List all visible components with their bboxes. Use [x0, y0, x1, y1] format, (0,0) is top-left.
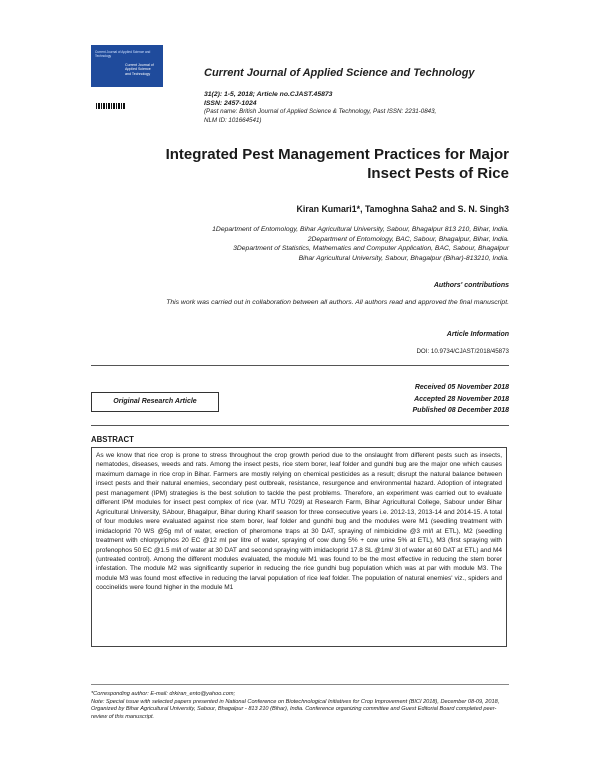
cover-title-line: and Technology	[125, 71, 151, 76]
footnotes	[91, 691, 509, 721]
affiliations	[49, 225, 509, 264]
journal-past-name: (Past name: British Journal of Applied Science & Technology, Past ISSN: 2231-0843,	[204, 108, 437, 116]
article-title-line: Insect Pests of Rice	[367, 165, 509, 182]
abstract-box	[91, 447, 507, 647]
received-date: Received 05 November 2018	[414, 384, 509, 391]
journal-nlm-id: NLM ID: 101664541)	[204, 116, 262, 124]
journal-title: Current Journal of Applied Science and Technology	[204, 67, 475, 79]
contributions-heading: Authors' contributions	[433, 282, 509, 289]
accepted-date: Accepted 28 November 2018	[414, 395, 509, 403]
cover-title-line: Current Journal of	[125, 63, 154, 67]
journal-issn: ISSN: 2457-1024	[204, 99, 257, 107]
affiliation: Bihar Agricultural University, Sabour, Bhagalpur (Bihar)-813210, India.	[298, 255, 509, 263]
divider	[91, 365, 509, 366]
footer-divider	[91, 684, 509, 685]
cover-label: Current Journal of Applied Science and Technology	[95, 50, 151, 58]
journal-cover-thumbnail	[91, 45, 163, 87]
special-issue-note: Note: Special issue with selected papers presented in National Conference on Biotechnological Initiatives for Crop Improvement (BICI 2018), December 08-09, 2018, Organized by Bihar Agricultural University, Sabour, Bhagalpur - 813 210 (Bihar), India. Conference organizing committee and Guest Editorial Board completed peer-review of this manuscript.	[91, 698, 500, 720]
article-title-line: Integrated Pest Management Practices for Major	[165, 146, 509, 163]
journal-citation: 31(2): 1-5, 2018; Article no.CJAST.45873	[204, 91, 333, 98]
abstract-text: As we know that rice crop is prone to stress throughout the crop growth period due to the onslaught from different pests such as insects, nematodes, diseases, weeds and rats. Among the insect pests, rice stem borer, leaf folder and gundhi bug are the major one which causes maximum damage in rice crop in Bihar. Farmers are mostly relying on chemical pesticides as a result; disrupt the natural balance between insect pests and their natural enemies, secondary pest outbreak, resistance, resurgence and environmental hazard. Adoption of integrated pest management (IPM) strategies is the best solution to tackle the pest problems. Therefore, an experiment was carried out to evaluate different IPM modules for insect pest complex of rice (var. MTU 7029) at Research Farm, Bihar Agricultural College, Sabour under Bihar Agricultural University, SAbour, Bhagalpur, Bihar during Kharif season for three consecutive years i.e. 2012-13, 2013-14 and 2014-15. A total of four modules were evaluated against rice stem borer, leaf folder and gundhi bug and the modules were M1 (seedling treatment with imidacloprid 70 WS @5g m/l of water, erection of pheromone traps at 30 DAT, spraying of nimbicidine @3 ml/l at ETL), M2 (seedling treatment with chlorpyriphos 20 EC @12 ml per litre of water, spraying of cow dung 5% + cow urine 5% at ETL), M3 (first spraying with profenophos 50 EC @1.5 ml/l of water at 30 DAT and second spraying with imidacloprid 17.8 SL @1ml/ 3l of water at 60 DAT at ETL) and M4 (untreated control). Among the different modules evaluated, the module M1 was found to be the most effective in reducing the stem borer infestation. The module M2 was significantly superior in reducing the rice gundhi bug population which was at par with module M3. The module M3 was found most effective in reducing the larval population of rice leaf folder. The population of natural enemies' viz., spiders and coccinelids were found higher in the module M1	[96, 452, 502, 592]
affiliation: 2Department of Entomology, BAC, Sabour, Bhagalpur, Bihar, India.	[307, 235, 509, 243]
affiliation: 1Department of Entomology, Bihar Agricultural University, Sabour, Bhagalpur 813 210, Bihar, India.	[212, 226, 509, 233]
published-date: Published 08 December 2018	[412, 407, 509, 414]
contributions-text: This work was carried out in collaboration between all authors. All authors read and approved the final manuscript.	[166, 299, 509, 306]
cover-title-line: Applied Science	[125, 67, 151, 72]
article-title	[89, 145, 509, 183]
article-info-heading: Article Information	[446, 331, 509, 338]
barcode-icon	[96, 103, 126, 109]
author-list: Kiran Kumari1*, Tamoghna Saha2 and S. N. Singh3	[296, 204, 509, 214]
doi-link[interactable]: DOI: 10.9734/CJAST/2018/45873	[416, 348, 509, 355]
abstract-heading: ABSTRACT	[91, 435, 134, 444]
affiliation: 3Department of Statistics, Mathematics and Computer Application, BAC, Sabour, Bhagalpur	[233, 245, 509, 253]
cover-title	[125, 63, 154, 76]
article-type-badge: Original Research Article	[91, 392, 219, 412]
divider	[91, 425, 509, 426]
journal-meta	[204, 91, 544, 125]
article-dates	[413, 382, 510, 417]
corresponding-author: *Corresponding author: E-mail: drkiran_ento@yahoo.com;	[91, 691, 236, 697]
